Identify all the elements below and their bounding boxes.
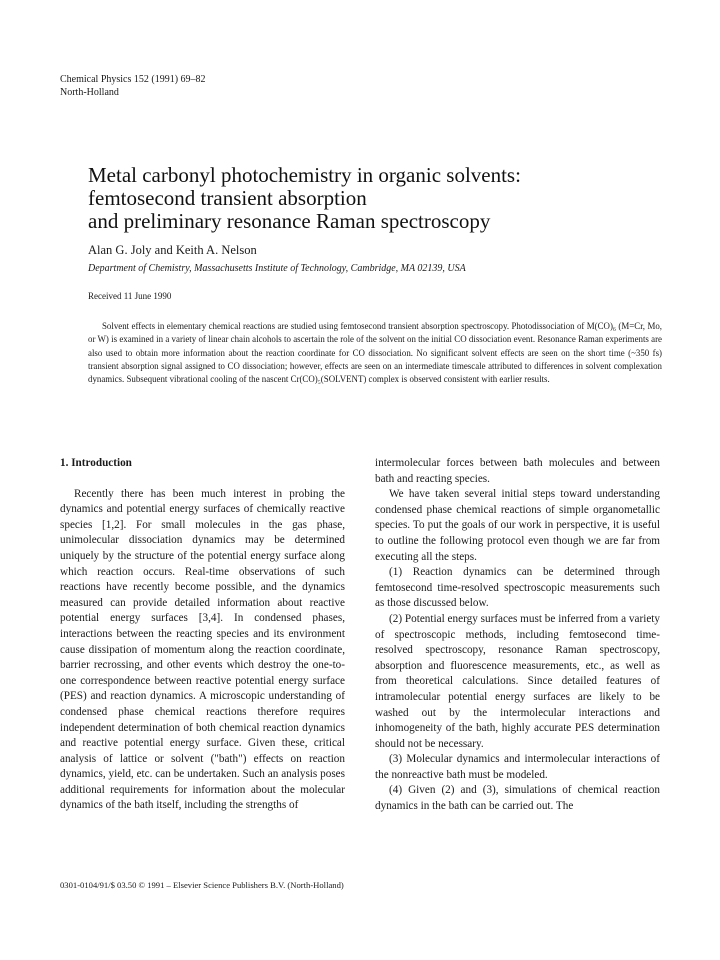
journal-header bbox=[60, 73, 206, 99]
article-title bbox=[88, 164, 688, 233]
authors: Alan G. Joly and Keith A. Nelson bbox=[88, 243, 257, 257]
body-paragraph: We have taken several initial steps toward understanding condensed phase chemical reactions of simple organometallic species. To put the goals of our work in perspective, it is useful to outline the following protocol even though we are far from executing all the steps. bbox=[375, 488, 660, 563]
right-column bbox=[375, 456, 660, 815]
journal-citation: Chemical Physics 152 (1991) 69–82 bbox=[60, 74, 206, 85]
journal-publisher: North-Holland bbox=[60, 87, 119, 98]
left-column bbox=[60, 456, 345, 814]
body-paragraph: (4) Given (2) and (3), simulations of chemical reaction dynamics in the bath can be carried out. The bbox=[375, 784, 660, 813]
title-line: and preliminary resonance Raman spectroscopy bbox=[88, 209, 491, 233]
received-date: Received 11 June 1990 bbox=[88, 291, 172, 301]
section-heading: 1. Introduction bbox=[60, 457, 132, 469]
body-paragraph: Recently there has been much interest in probing the dynamics and potential energy surfaces of chemically reactive species [1,2]. For small molecules in the gas phase, unimolecular dissociation dynamics may be determined uniquely by the structure of the potential energy surface along which reaction occurs. Real-time observations of such reactions have recently become possible, and the dynamics measured can provide detailed information about reactive potential energy surfaces [3,4]. In condensed phases, interactions between the reacting species and its environment cause dissipation of momentum along the reaction coordinate, barrier recrossing, and other events which destroy the one-to-one correspondence between reactive potential energy surface (PES) and reaction dynamics. A microscopic understanding of condensed phase chemical reactions therefore requires independent determination of both chemical reaction dynamics and reactive potential energy surface. Given these, critical analysis of lattice or solvent ("bath") effects on reaction dynamics, yield, etc. can be undertaken. Such an analysis poses additional requirements for information about the molecular dynamics of the bath itself, including the strengths of bbox=[60, 487, 345, 812]
abstract-text: Solvent effects in elementary chemical reactions are studied using femtosecond transient absorption spectroscopy. Photodissociation of M(CO)₆ (M=Cr, Mo, or W) is examined in a variety of linear chain alcohols to ascertain the role of the solvent on the initial CO dissociation event. Resonance Raman experiments are also used to obtain more information about the reaction coordinate for CO dissociation. No significant solvent effects are seen on the short time (~350 fs) transient absorption signal assigned to CO dissociation; however, effects are seen on an intermediate timescale attributed to differences in solvent complexation dynamics. Subsequent vibrational cooling of the nascent Cr(CO)₅(SOLVENT) complex is observed consistent with earlier results. bbox=[88, 321, 662, 385]
title-line: femtosecond transient absorption bbox=[88, 186, 367, 210]
body-paragraph-continued: intermolecular forces between bath molecules and between bath and reacting species. bbox=[375, 457, 660, 485]
affiliation: Department of Chemistry, Massachusetts Institute of Technology, Cambridge, MA 02139, USA bbox=[88, 263, 466, 274]
title-line: Metal carbonyl photochemistry in organic solvents: bbox=[88, 163, 521, 187]
body-paragraph: (3) Molecular dynamics and intermolecular interactions of the nonreactive bath must be modeled. bbox=[375, 753, 660, 781]
abstract bbox=[88, 320, 662, 386]
body-paragraph: (1) Reaction dynamics can be determined through femtosecond time-resolved spectroscopic measurements such as those discussed below. bbox=[375, 566, 660, 610]
copyright-footer: 0301-0104/91/$ 03.50 © 1991 – Elsevier Science Publishers B.V. (North-Holland) bbox=[60, 880, 344, 890]
body-paragraph: (2) Potential energy surfaces must be inferred from a variety of spectroscopic methods, including femtosecond time-resolved spectroscopy, resonance Raman spectroscopy, absorption and fluorescence measurements, etc., as well as from theoretical calculations. Since detailed features of intramolecular potential energy surfaces are likely to be washed out by the intermolecular interactions and inhomogeneity of the bath, highly accurate PES determination should not be necessary. bbox=[375, 612, 660, 750]
